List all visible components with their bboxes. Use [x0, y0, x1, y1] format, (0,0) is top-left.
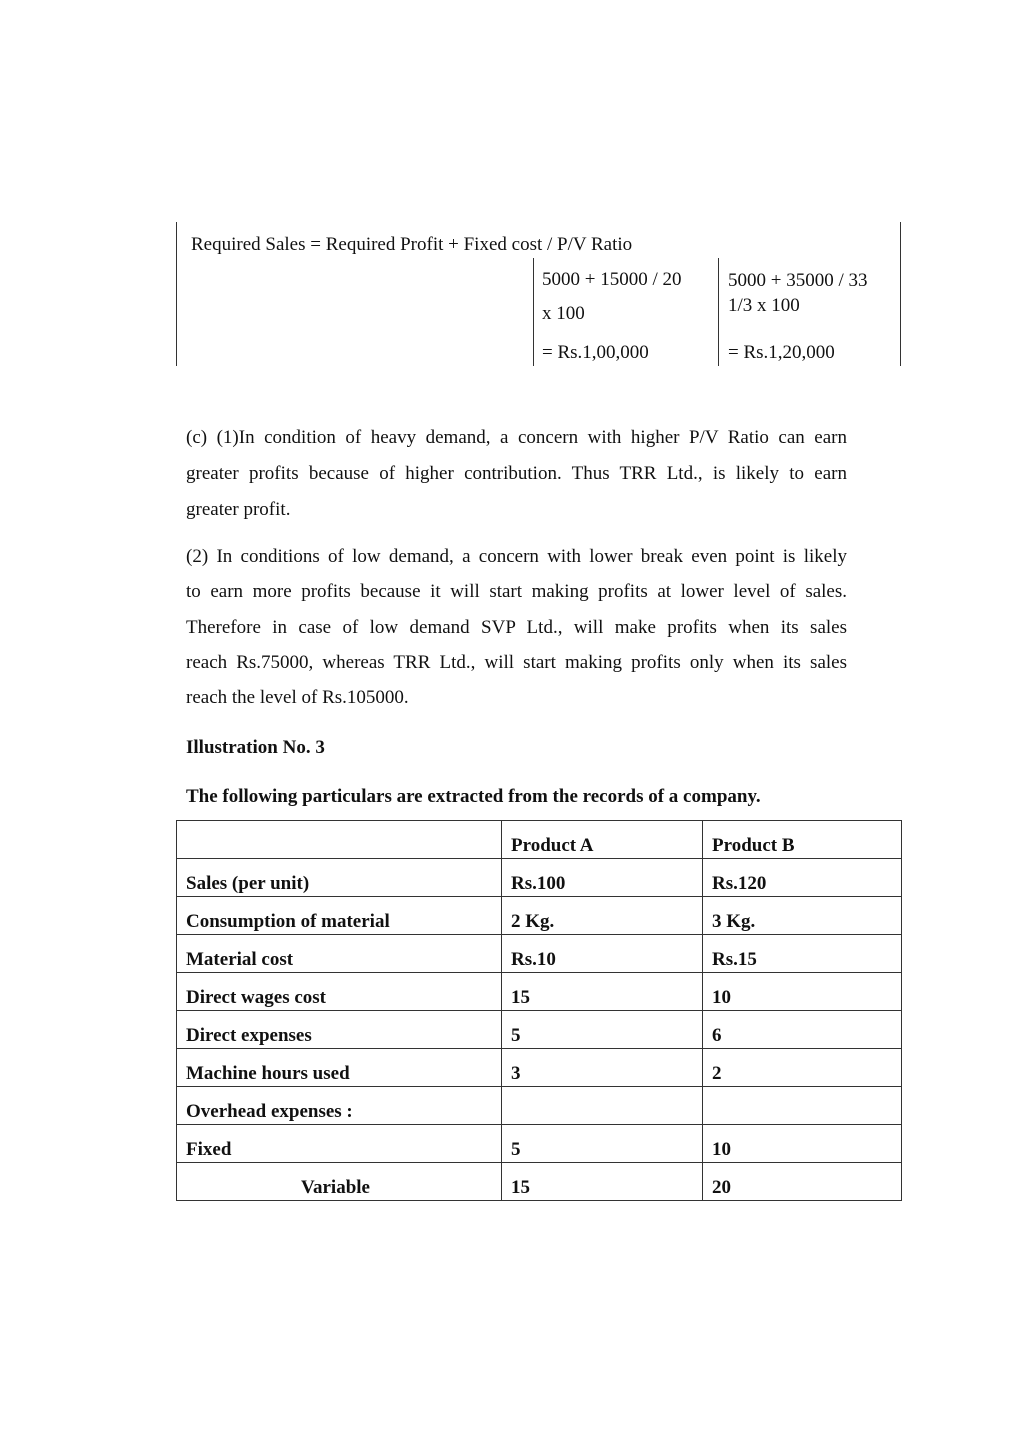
paragraph-c1 — [186, 427, 847, 521]
particulars-table — [176, 820, 902, 1201]
table-cell — [502, 1087, 703, 1125]
paragraph-line: Therefore in case of low demand SVP Ltd., will make profits when its sales — [186, 617, 847, 638]
table-cell: 6 — [703, 1011, 902, 1049]
table-cell: Fixed — [177, 1125, 502, 1163]
table-cell: Direct expenses — [177, 1011, 502, 1049]
table-cell: 10 — [703, 1125, 902, 1163]
table-row — [177, 897, 902, 935]
table-cell: 15 — [502, 1163, 703, 1201]
table-row — [177, 1011, 902, 1049]
table-cell: 3 Kg. — [703, 897, 902, 935]
table-cell: 10 — [703, 973, 902, 1011]
table-header-cell: Product B — [703, 821, 902, 859]
table-cell: Rs.100 — [502, 859, 703, 897]
table-cell: 20 — [703, 1163, 902, 1201]
table-cell: Sales (per unit) — [177, 859, 502, 897]
illustration-title: Illustration No. 3 — [186, 737, 325, 758]
table-cell — [703, 1087, 902, 1125]
table-cell: Overhead expenses : — [177, 1087, 502, 1125]
formula-left-border — [176, 222, 177, 366]
illustration-intro: The following particulars are extracted from the records of a company. — [186, 786, 761, 807]
table-row — [177, 1049, 902, 1087]
formula-trr-line2: 1/3 x 100 — [728, 295, 800, 316]
formula-col-divider-1 — [533, 258, 534, 366]
paragraph-line: (c) (1)In condition of heavy demand, a concern with higher P/V Ratio can earn — [186, 427, 847, 448]
table-cell: Variable — [177, 1163, 502, 1201]
formula-svp-line1: 5000 + 15000 / 20 — [542, 269, 682, 290]
formula-heading: Required Sales = Required Profit + Fixed cost / P/V Ratio — [191, 234, 633, 255]
table-row — [177, 1087, 902, 1125]
table-cell: 2 Kg. — [502, 897, 703, 935]
table-cell: Material cost — [177, 935, 502, 973]
paragraph-line: greater profits because of higher contribution. Thus TRR Ltd., is likely to earn — [186, 463, 847, 484]
paragraph-line: greater profit. — [186, 499, 291, 520]
table-cell: Machine hours used — [177, 1049, 502, 1087]
table-header-row — [177, 821, 902, 859]
table-row — [177, 859, 902, 897]
formula-trr-result: = Rs.1,20,000 — [728, 342, 835, 363]
paragraph-line: reach Rs.75000, whereas TRR Ltd., will start making profits only when its sales — [186, 652, 847, 673]
table-cell: Consumption of material — [177, 897, 502, 935]
table-cell: 15 — [502, 973, 703, 1011]
table-cell: Direct wages cost — [177, 973, 502, 1011]
paragraph-line: (2) In conditions of low demand, a concern with lower break even point is likely — [186, 546, 847, 567]
formula-svp-line2: x 100 — [542, 303, 585, 324]
table-cell: Rs.15 — [703, 935, 902, 973]
table-row — [177, 1125, 902, 1163]
formula-col-divider-2 — [718, 258, 719, 366]
table-cell: 2 — [703, 1049, 902, 1087]
paragraph-c2 — [186, 546, 847, 711]
table-header-cell — [177, 821, 502, 859]
paragraph-line: reach the level of Rs.105000. — [186, 687, 409, 708]
table-row — [177, 935, 902, 973]
table-cell: 5 — [502, 1011, 703, 1049]
table-row — [177, 1163, 902, 1201]
paragraph-line: to earn more profits because it will start making profits at lower level of sales. — [186, 581, 847, 602]
table-cell: 3 — [502, 1049, 703, 1087]
table-row — [177, 973, 902, 1011]
table-cell: Rs.10 — [502, 935, 703, 973]
table-cell: Rs.120 — [703, 859, 902, 897]
formula-right-border — [900, 222, 901, 366]
table-cell: 5 — [502, 1125, 703, 1163]
formula-trr-line1: 5000 + 35000 / 33 — [728, 270, 868, 291]
formula-svp-result: = Rs.1,00,000 — [542, 342, 649, 363]
table-header-cell: Product A — [502, 821, 703, 859]
